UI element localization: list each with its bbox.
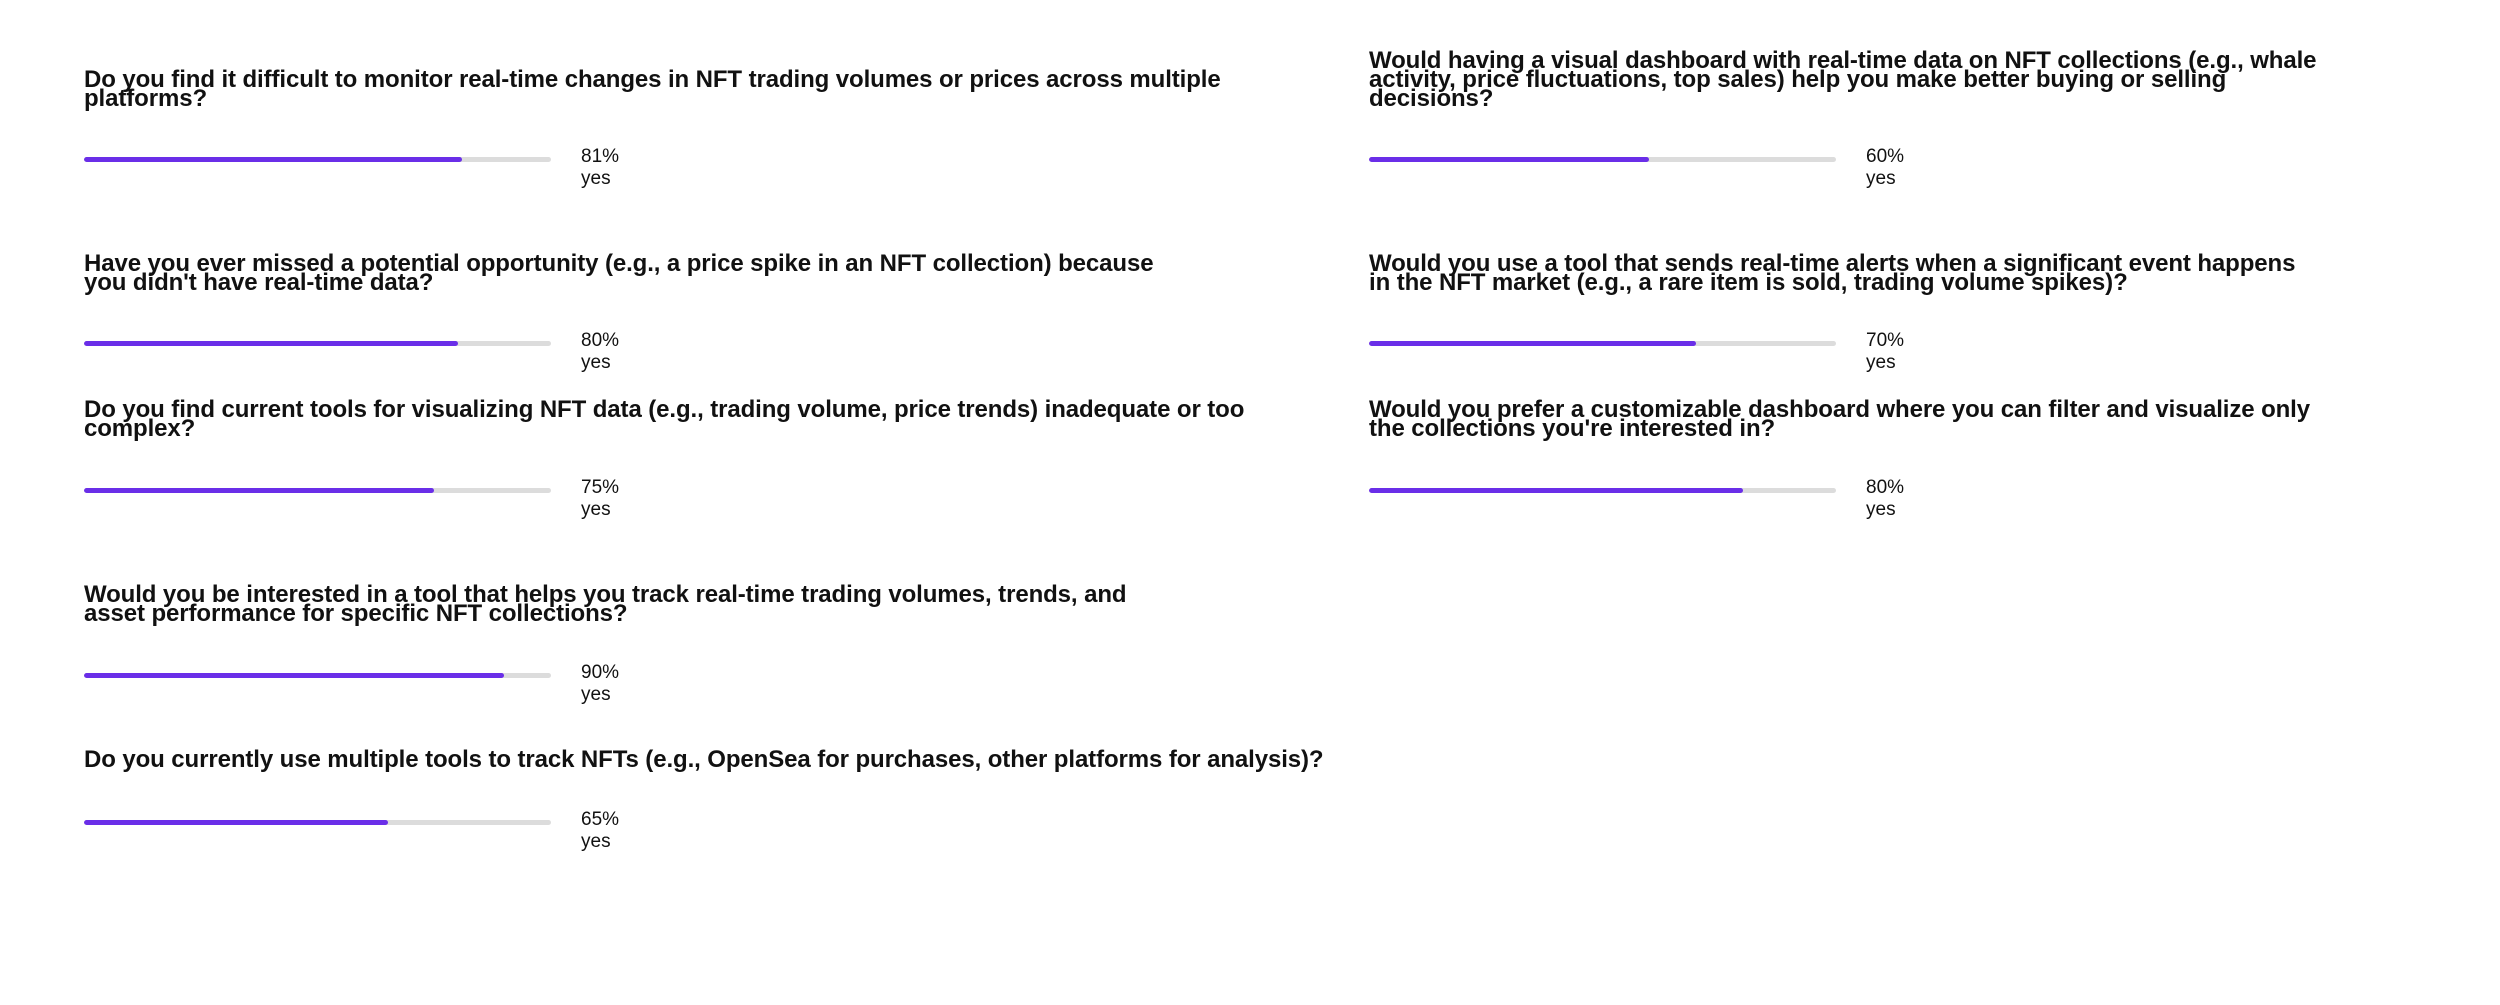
progress-bar-track [1369,341,1836,346]
question-text: Would you prefer a customizable dashboard where you can filter and visualize only the collections you're interested in? [1369,396,2311,442]
progress-bar-fill [1369,157,1649,162]
progress-bar-fill [84,157,462,162]
progress-bar-track [84,157,551,162]
result-label: 90% yes [581,662,620,705]
progress-bar-track [84,673,551,678]
progress-bar-fill [84,820,388,825]
progress-bar-fill [84,673,504,678]
progress-bar-fill [84,341,458,346]
result-label: 75% yes [581,477,620,520]
question-text: Do you find current tools for visualizing NFT data (e.g., trading volume, price trends) inadequate or too complex? [84,396,1245,442]
progress-bar-fill [1369,341,1696,346]
question-text: Would having a visual dashboard with real-time data on NFT collections (e.g., whale activity, price fluctuations, top sales) help you make better buying or selling decisions? [1369,47,2317,112]
progress-bar-track [1369,157,1836,162]
question-text: Have you ever missed a potential opportunity (e.g., a price spike in an NFT collection) because you didn't have real-time data? [84,250,1154,296]
progress-bar-fill [84,488,434,493]
question-text: Would you be interested in a tool that helps you track real-time trading volumes, trends, and asset performance for specific NFT collections? [84,581,1127,627]
result-label: 70% yes [1866,330,1905,373]
progress-bar-track [84,820,551,825]
result-label: 65% yes [581,809,620,852]
result-label: 60% yes [1866,146,1905,189]
result-label: 80% yes [1866,477,1905,520]
progress-bar-track [84,488,551,493]
progress-bar-track [84,341,551,346]
question-text: Do you currently use multiple tools to track NFTs (e.g., OpenSea for purchases, other platforms for analysis)? [84,746,1324,773]
progress-bar-fill [1369,488,1743,493]
question-text: Do you find it difficult to monitor real-time changes in NFT trading volumes or prices across multiple platforms? [84,66,1221,112]
progress-bar-track [1369,488,1836,493]
question-text: Would you use a tool that sends real-time alerts when a significant event happens in the NFT market (e.g., a rare item is sold, trading volume spikes)? [1369,250,2296,296]
result-label: 81% yes [581,146,620,189]
result-label: 80% yes [581,330,620,373]
